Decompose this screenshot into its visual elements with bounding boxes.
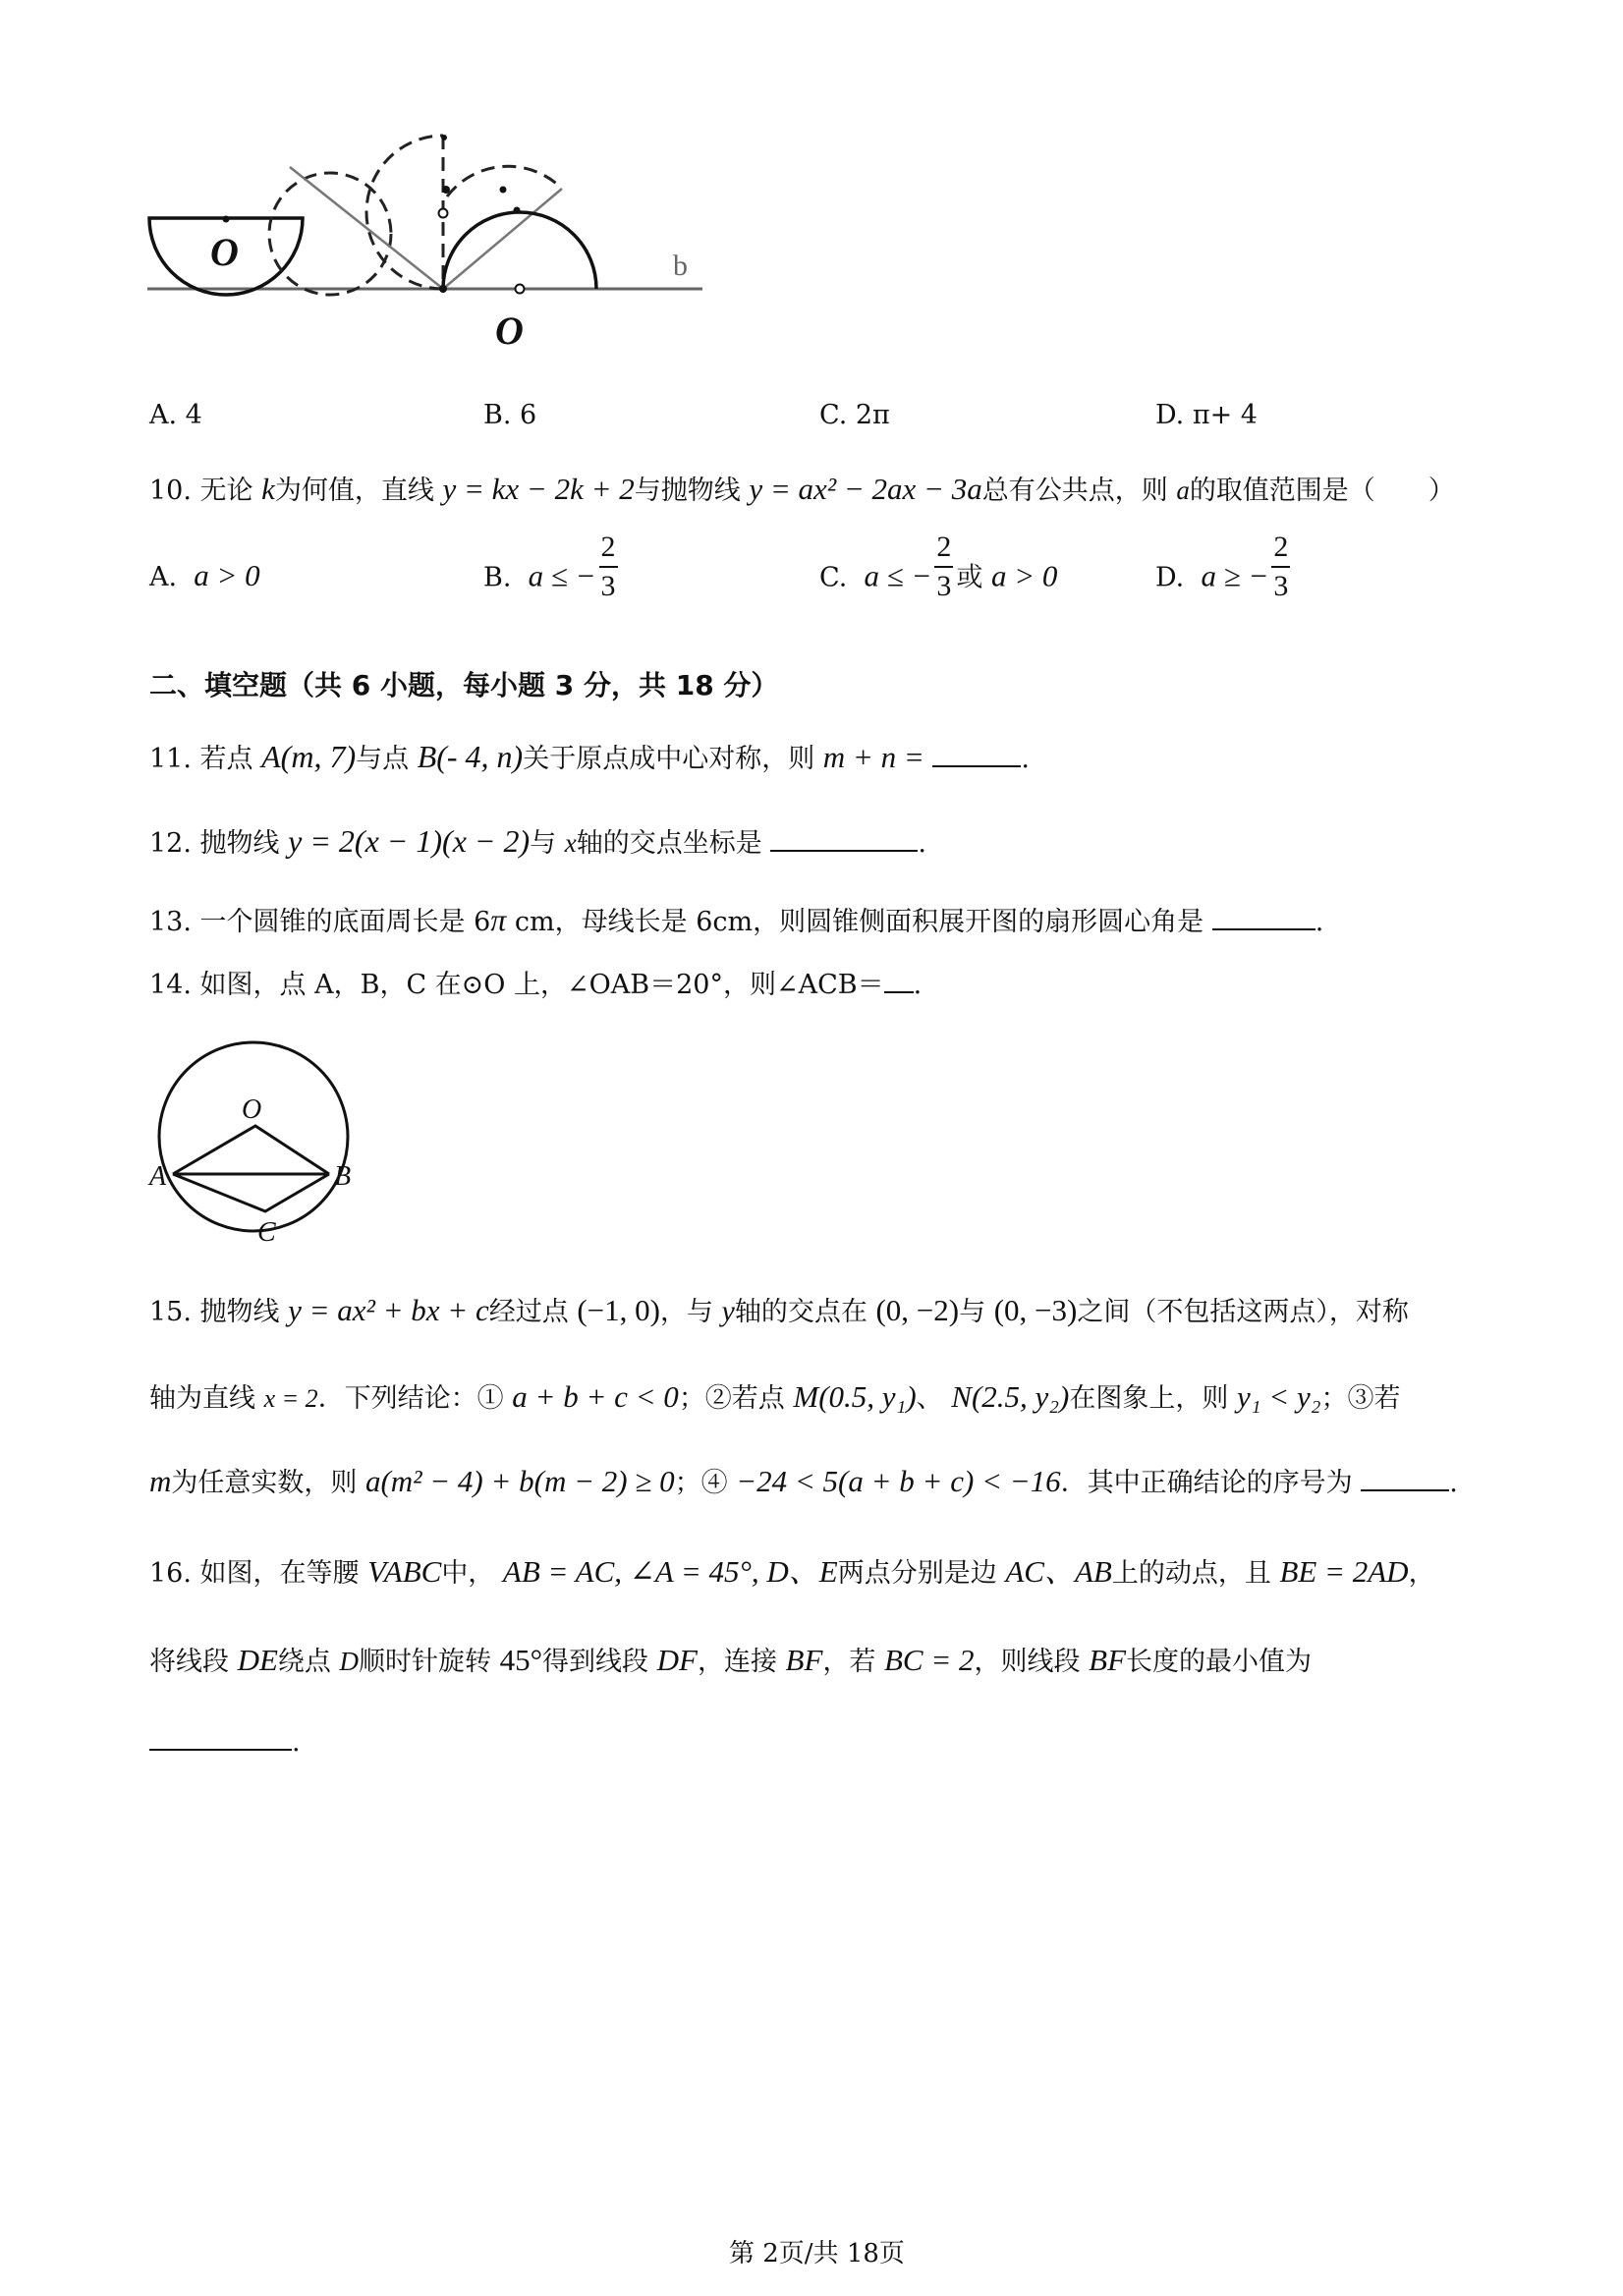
answer-blank [1212,903,1315,930]
question-16-line-1: 16. 如图，在等腰 VABC中， AB = AC, ∠A = 45°, D、E两点分别是边 AC、AB上的动点，且 BE = 2AD， [149,1554,1435,1589]
question-15-line-3: m为任意实数，则 a(m² − 4) + b(m − 2) ≥ 0；④ −24 < 5(a + b + c) < −16．其中正确结论的序号为 . [149,1464,1458,1498]
label-o-bottom: O [495,308,524,353]
page-footer: 第 2页/共 18页 [729,2239,905,2268]
label-a: A [149,1161,167,1192]
label-b: B [334,1161,352,1192]
question-12: 12. 抛物线 y = 2(x − 1)(x − 2)与 x轴的交点坐标是 . [149,823,926,859]
circle-o [159,1042,348,1231]
question-11: 11. 若点 A(m, 7)与点 B(- 4, n)关于原点成中心对称，则 m + n = . [149,739,1030,774]
question-16-line-2: 将线段 DE绕点 D顺时针旋转 45°得到线段 DF，连接 BF，若 BC = 2，则线段 BF长度的最小值为 [149,1643,1313,1677]
rolling-semicircle-figure [138,79,727,364]
q10-option-c: C. a ≤ − $\frac{2}{3}$ 或 a > 0 [819,531,1058,602]
question-14: 14. 如图，点 A，B，C 在⊙O 上，∠OAB＝20°，则∠ACB＝ . [149,966,922,1003]
answer-blank [770,824,918,852]
q10-option-b: B. a ≤ − $\frac{2}{3}$ [483,531,616,602]
option-a: A. 4 [149,400,202,430]
q10-option-a: A. a > 0 [149,558,260,592]
label-o-left: O [210,230,239,274]
label-c: C [257,1217,276,1248]
dashed-circle-2 [366,136,443,289]
question-10: 10. 无论 k为何值，直线 y = kx − 2k + 2与抛物线 y = ax² − 2ax − 3a总有公共点，则 a的取值范围是（ ） [149,472,1455,506]
answer-blank [149,1723,292,1751]
option-d: D. π+ 4 [1155,400,1258,430]
label-b: b [673,250,688,282]
question-16-line-3: . [149,1723,301,1761]
circle-figure [147,1022,373,1258]
question-15-line-2: 轴为直线 x = 2．下列结论：① a + b + c < 0；②若点 M(0.5, y₁)、 N(2.5, y₂)在图象上，则 y₁ < y₂；③若 [149,1379,1401,1414]
option-b: B. 6 [483,400,537,430]
option-c: C. 2π [819,400,890,430]
answer-blank [932,740,1021,767]
label-o: O [242,1094,262,1125]
question-15-line-1: 15. 抛物线 y = ax² + bx + c经过点 (−1, 0)，与 y轴的交点在 (0, −2)与 (0, −3)之间（不包括这两点），对称 [149,1293,1409,1327]
answer-blank [884,966,914,993]
question-13: 13. 一个圆锥的底面周长是 6π cm，母线长是 6cm，则圆锥侧面积展开图的扇形圆心角是 . [149,902,1324,937]
section-heading: 二、填空题（共 6 小题，每小题 3 分，共 18 分） [149,669,779,701]
answer-blank [1361,1464,1449,1491]
q10-option-d: D. a ≥ − $\frac{2}{3}$ [1155,531,1289,602]
